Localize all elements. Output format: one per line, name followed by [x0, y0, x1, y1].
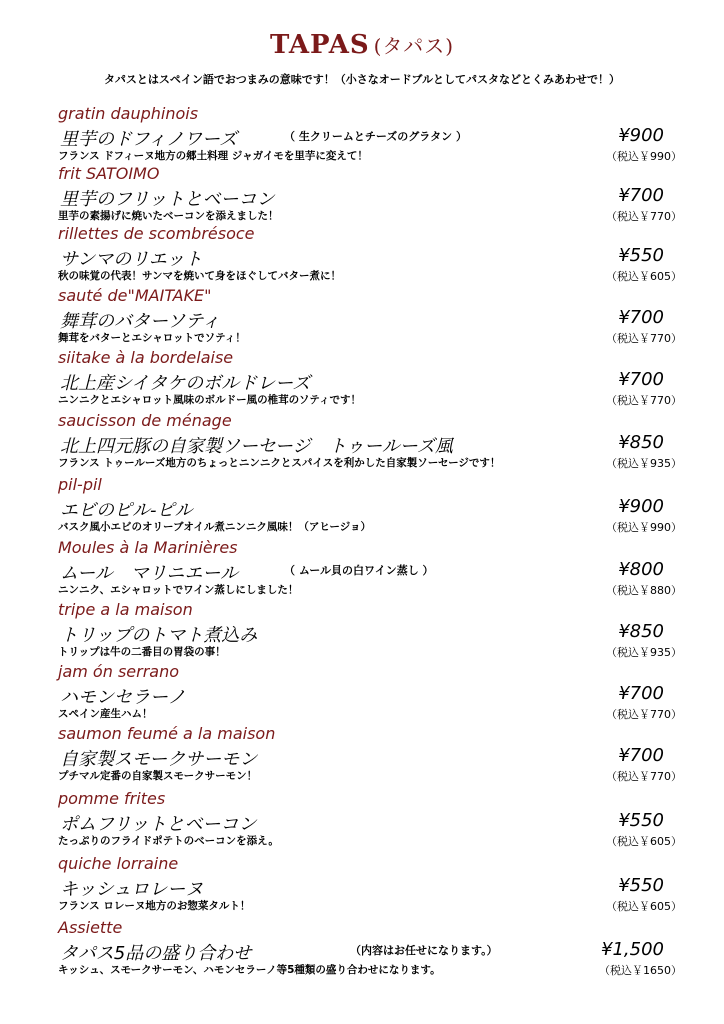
- item-description: フランス トゥールーズ地方のちょっとニンニクとスパイスを利かした自家製ソーセージです！: [58, 457, 501, 469]
- item-description: 秋の味覚の代表！サンマを焼いて身をほぐしてバター煮に！: [58, 270, 341, 282]
- item-description: ニンニクとエシャロット風味のボルドー風の椎茸のソティです！: [58, 394, 362, 406]
- item-tax-price: （税込￥880）: [606, 584, 682, 597]
- item-japanese-name: 里芋のドフィノワーズ: [60, 129, 238, 150]
- item-french-name: tripe a la maison: [58, 600, 193, 619]
- item-tax-price: （税込￥1650）: [599, 964, 682, 977]
- item-price: ¥550: [618, 810, 664, 831]
- item-description: スペイン産生ハム！: [58, 708, 153, 720]
- item-note: （ 生クリームとチーズのグラタン ）: [284, 130, 467, 143]
- item-price: ¥850: [618, 621, 664, 642]
- menu-item: [58, 286, 688, 350]
- menu-item: [58, 600, 688, 664]
- item-japanese-name: ハモンセラーノ: [60, 687, 186, 708]
- item-description: プチマル定番の自家製スモークサーモン！: [58, 770, 258, 782]
- item-price: ¥1,500: [601, 939, 664, 960]
- item-tax-price: （税込￥605）: [606, 835, 682, 848]
- menu-item: [58, 918, 688, 982]
- item-japanese-name: ポムフリットとベーコン: [60, 814, 257, 835]
- menu-item: [58, 724, 688, 788]
- menu-item: [58, 789, 688, 853]
- item-price: ¥700: [618, 683, 664, 704]
- item-french-name: frit SATOIMO: [58, 164, 160, 183]
- item-japanese-name: エビのピル-ピル: [60, 500, 193, 521]
- item-french-name: Moules à la Marinières: [58, 538, 238, 557]
- menu-item: [58, 538, 688, 602]
- item-french-name: sauté de"MAITAKE": [58, 286, 212, 305]
- menu-item: [58, 104, 688, 168]
- item-description: ニンニク、エシャロットでワイン蒸しにしました！: [58, 584, 299, 596]
- item-japanese-name: タパス5品の盛り合わせ: [60, 943, 252, 964]
- item-tax-price: （税込￥605）: [606, 270, 682, 283]
- item-description: トリップは牛の二番目の胃袋の事！: [58, 646, 226, 658]
- item-japanese-name: ムール マリニエール: [60, 563, 239, 584]
- item-french-name: Assiette: [58, 918, 123, 937]
- item-japanese-name: キッシュロレーヌ: [60, 879, 204, 900]
- item-tax-price: （税込￥935）: [606, 646, 682, 659]
- menu-item: [58, 854, 688, 918]
- item-description: たっぷりのフライドポテトのベーコンを添え。: [58, 835, 279, 847]
- title-text: TAPAS: [269, 30, 370, 60]
- item-tax-price: （税込￥990）: [606, 521, 682, 534]
- item-price: ¥700: [618, 185, 664, 206]
- page-subtitle: タパスとはスペイン語でおつまみの意味です！（小さなオードブルとしてパスタなどとくみあわせで！）: [103, 73, 620, 86]
- menu-item: [58, 164, 688, 228]
- menu-item: [58, 475, 688, 539]
- item-price: ¥800: [618, 559, 664, 580]
- item-description: 里芋の素揚げに焼いたベーコンを添えました！: [58, 210, 279, 222]
- item-note: （内容はお任せになります。）: [350, 944, 498, 957]
- item-french-name: siitake à la bordelaise: [58, 348, 234, 367]
- item-japanese-name: 北上産シイタケのボルドレーズ: [60, 373, 311, 394]
- item-french-name: pil-pil: [58, 475, 102, 494]
- item-tax-price: （税込￥770）: [606, 394, 682, 407]
- item-tax-price: （税込￥990）: [606, 150, 682, 163]
- item-description: フランス ロレーヌ地方のお惣菜タルト！: [58, 900, 251, 912]
- item-french-name: gratin dauphinois: [58, 104, 199, 123]
- item-price: ¥700: [618, 307, 664, 328]
- menu-item: [58, 662, 688, 726]
- item-french-name: rillettes de scombrésoce: [58, 224, 255, 243]
- item-description: キッシュ、スモークサーモン、ハモンセラーノ等5種類の盛り合わせになります。: [58, 964, 441, 976]
- item-tax-price: （税込￥935）: [606, 457, 682, 470]
- item-tax-price: （税込￥770）: [606, 770, 682, 783]
- item-japanese-name: 北上四元豚の自家製ソーセージ トゥールーズ風: [60, 436, 453, 457]
- item-french-name: jam ón serrano: [58, 662, 180, 681]
- item-description: フランス ドフィーヌ地方の郷土料理 ジャガイモを里芋に変えて！: [58, 150, 368, 162]
- item-japanese-name: サンマのリエット: [60, 249, 203, 270]
- item-price: ¥550: [618, 875, 664, 896]
- menu-item: [58, 411, 688, 475]
- title-kana: (タパス): [373, 34, 455, 58]
- item-french-name: saumon feumé a la maison: [58, 724, 276, 743]
- item-tax-price: （税込￥770）: [606, 332, 682, 345]
- item-japanese-name: トリップのトマト煮込み: [60, 625, 258, 646]
- item-price: ¥550: [618, 245, 664, 266]
- item-price: ¥850: [618, 432, 664, 453]
- item-tax-price: （税込￥770）: [606, 708, 682, 721]
- item-tax-price: （税込￥605）: [606, 900, 682, 913]
- menu-item: [58, 224, 688, 288]
- menu-item: [58, 348, 688, 412]
- item-price: ¥700: [618, 745, 664, 766]
- item-japanese-name: 舞茸のバターソティ: [60, 311, 220, 332]
- item-description: 舞茸をバターとエシャロットでソティ！: [58, 332, 246, 344]
- item-japanese-name: 里芋のフリットとベーコン: [60, 189, 275, 210]
- item-price: ¥900: [618, 125, 664, 146]
- item-description: バスク風小エビのオリーブオイル煮ニンニク風味！（アヒージョ）: [58, 521, 372, 533]
- item-price: ¥700: [618, 369, 664, 390]
- item-french-name: pomme frites: [58, 789, 166, 808]
- item-note: （ ムール貝の白ワイン蒸し ）: [284, 564, 434, 577]
- item-french-name: quiche lorraine: [58, 854, 179, 873]
- page-title: [0, 30, 724, 60]
- item-tax-price: （税込￥770）: [606, 210, 682, 223]
- item-japanese-name: 自家製スモークサーモン: [60, 749, 258, 770]
- item-price: ¥900: [618, 496, 664, 517]
- item-french-name: saucisson de ménage: [58, 411, 232, 430]
